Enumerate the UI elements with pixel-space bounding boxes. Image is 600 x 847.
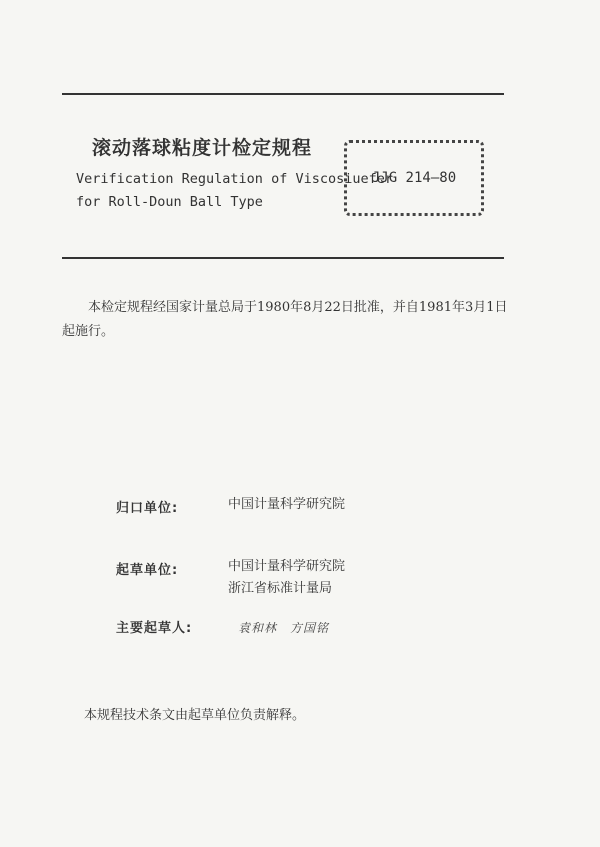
drafting-unit-1: 中国计量科学研究院 — [228, 559, 346, 574]
field-value-responsible-unit — [228, 494, 345, 516]
field-label-drafting-unit: 起草单位: — [116, 563, 179, 578]
responsible-unit: 中国计量科学研究院 — [228, 497, 346, 512]
interpretation-note: 本规程技术条文由起草单位负责解释。 — [84, 708, 306, 723]
main-drafters: 袁和林 方国铭 — [238, 621, 330, 635]
top-rule — [62, 93, 504, 95]
field-label-responsible-unit: 归口单位: — [116, 501, 179, 516]
approval-text: 本检定规程经国家计量总局于1980年8月22日批准，并自1981年3月1日起施行。 — [62, 300, 508, 339]
title-en-line-1: Verification Regulation of Viscosiuefer — [76, 171, 393, 187]
approval-statement — [62, 296, 512, 344]
standard-code-box — [344, 140, 484, 216]
field-value-drafting-unit — [228, 556, 345, 600]
document-title-chinese: 滚动落球粘度计检定规程 — [92, 137, 313, 159]
bottom-rule — [62, 257, 504, 259]
drafting-unit-2: 浙江省标准计量局 — [228, 581, 333, 596]
field-label-main-drafters: 主要起草人: — [116, 621, 193, 636]
title-en-line-2: for Roll-Doun Ball Type — [76, 194, 263, 210]
standard-code: JJG 214—80 — [371, 170, 457, 186]
